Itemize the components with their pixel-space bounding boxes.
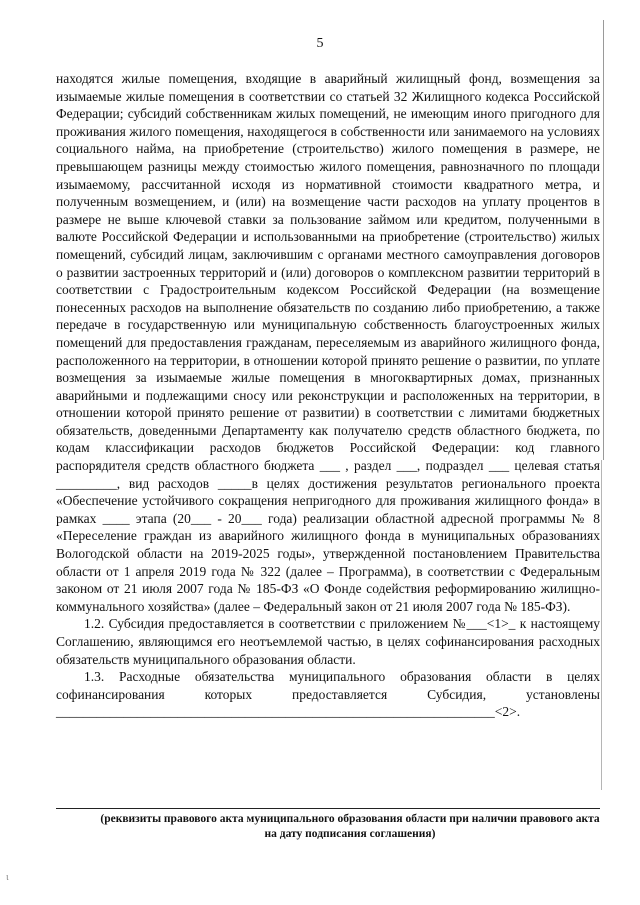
- footnote-caption: (реквизиты правового акта муниципального образования области при наличии правового акта на дату подписания соглашения): [100, 813, 600, 840]
- page-number: 5: [316, 36, 324, 51]
- paragraph-1-2: 1.2. Субсидия предоставляется в соответствии с приложением №___<1>_ к настоящему Соглашению, являющимся его неотъемлемой частью, в целях софинансирования расходных обязательств муниципального образования области.: [56, 616, 600, 667]
- scan-margin-line: [603, 20, 604, 460]
- paragraph-continuation: находятся жилые помещения, входящие в аварийный жилищный фонд, возмещения за изымаемые жилые помещения в соответствии со статьей 32 Жилищного кодекса Российской Федерации; субсидий собственникам жилых помещений, не имеющим иного пригодного для проживания жилого помещения, находящегося в собственности или занимаемого на условиях социального найма, на приобретение (строительство) жилого помещения в размере, не превышающем разницы между стоимостью жилого помещения, равнозначного по площади изымаемому, рассчитанной исходя из нормативной стоимости квадратного метра, и полученным возмещением, и (или) на возмещение части расходов на уплату процентов в размере не выше ключевой ставки за пользование займом или кредитом, полученными в валюте Российской Федерации и использованными на приобретение (строительство) жилых помещений, субсидий лицам, заключившим с органами местного самоуправления договоров о развитии застроенных территорий и (или) договоров о комплексном развитии территорий в соответствии с Градостроительным кодексом Российской Федерации (на возмещение понесенных расходов на выполнение обязательств по созданию либо приобретению, а также передаче в государственную или муниципальную собственность благоустроенных жилых помещений для предоставления гражданам, переселяемым из аварийного жилищного фонда, расположенного на территории, в отношении которой принято решение о развитии, по уплате возмещения за изымаемые жилые помещения в многоквартирных домах, признанных аварийными и подлежащими сносу или реконструкции и расположенных на территории, в отношении которой принято решение от развитии) в соответствии с лимитами бюджетных обязательств, доведенными Департаменту как получателю средств областного бюджета, по кодам классификации расходов бюджетов Российской Федерации: код главного распорядителя средств областного бюджета ___ , раздел ___, подраздел ___ целевая статья _________, вид расходов _____в целях достижения результатов регионального проекта «Обеспечение устойчивого сокращения непригодного для проживания жилищного фонда» в рамках ____ этапа (20___ - 20___ года) реализации областной адресной программы № 8 «Переселение граждан из аварийного жилищного фонда в муниципальных образованиях Вологодской области на 2019-2025 годы», утвержденной постановлением Правительства области от 1 апреля 2019 года № 322 (далее – Программа), в соответствии с Федеральным законом от 21 июля 2007 года № 185-ФЗ «О Фонде содействия реформированию жилищно-коммунального хозяйства» (далее – Федеральный закон от 21 июля 2007 года № 185-ФЗ).: [56, 71, 600, 614]
- footnote-line: [56, 808, 600, 809]
- document-body: [56, 70, 600, 721]
- paragraph-1-3: 1.3. Расходные обязательства муниципального образования области в целях софинансирования которых предоставляется Субсидия, установлены _________________________________________________________________<2>.: [56, 669, 600, 720]
- scan-margin-line-lower: [601, 460, 602, 790]
- corner-scan-mark: ι: [6, 872, 9, 883]
